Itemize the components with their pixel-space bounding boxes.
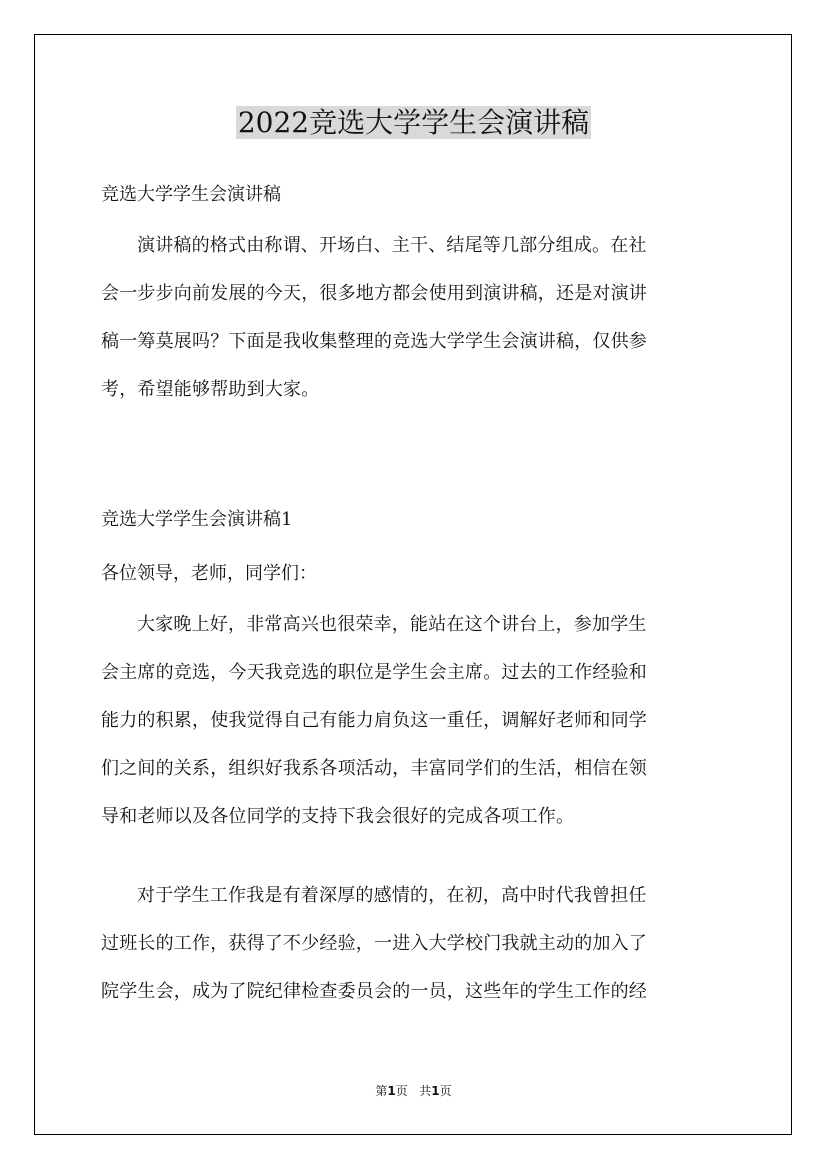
- intro-line-2: 会一步步向前发展的今天，很多地方都会使用到演讲稿，还是对演讲: [101, 283, 647, 304]
- footer-page-number: 1: [387, 1084, 396, 1098]
- footer-page-prefix: 第: [375, 1084, 388, 1098]
- paragraph-1: [101, 601, 726, 841]
- para2-line-1: 对于学生工作我是有着深厚的感情的，在初，高中时代我曾担任: [137, 885, 647, 906]
- section-title: 竞选大学学生会演讲稿1: [101, 509, 293, 530]
- intro-line-1: 演讲稿的格式由称谓、开场白、主干、结尾等几部分组成。在社: [137, 235, 647, 256]
- para1-line-2: 会主席的竞选，今天我竞选的职位是学生会主席。过去的工作经验和: [101, 662, 647, 683]
- intro-paragraph: [101, 222, 726, 414]
- footer-total-prefix: 共: [419, 1084, 432, 1098]
- intro-line-4: 考，希望能够帮助到大家。: [101, 379, 320, 400]
- subtitle: 竞选大学学生会演讲稿: [101, 184, 281, 205]
- footer-total-pages: 1: [431, 1084, 440, 1098]
- para1-line-4: 们之间的关系，组织好我系各项活动，丰富同学们的生活，相信在领: [101, 758, 647, 779]
- document-title-text: 2022竞选大学学生会演讲稿: [237, 106, 590, 139]
- footer-total-suffix: 页: [439, 1084, 452, 1098]
- intro-line-3: 稿一筹莫展吗？下面是我收集整理的竞选大学学生会演讲稿，仅供参: [101, 331, 647, 352]
- para1-line-3: 能力的积累，使我觉得自己有能力肩负这一重任，调解好老师和同学: [101, 710, 647, 731]
- para2-line-3: 院学生会，成为了院纪律检查委员会的一员，这些年的学生工作的经: [101, 981, 647, 1002]
- para1-line-1: 大家晚上好，非常高兴也很荣幸，能站在这个讲台上，参加学生: [137, 614, 647, 635]
- paragraph-2: [101, 872, 726, 1016]
- greeting: 各位领导，老师，同学们：: [101, 563, 317, 584]
- page-footer: [0, 1083, 827, 1099]
- footer-page-suffix: 页: [395, 1084, 408, 1098]
- para2-line-2: 过班长的工作，获得了不少经验，一进入大学校门我就主动的加入了: [101, 933, 647, 954]
- para1-line-5: 导和老师以及各位同学的支持下我会很好的完成各项工作。: [101, 806, 575, 827]
- document-title: [0, 103, 827, 143]
